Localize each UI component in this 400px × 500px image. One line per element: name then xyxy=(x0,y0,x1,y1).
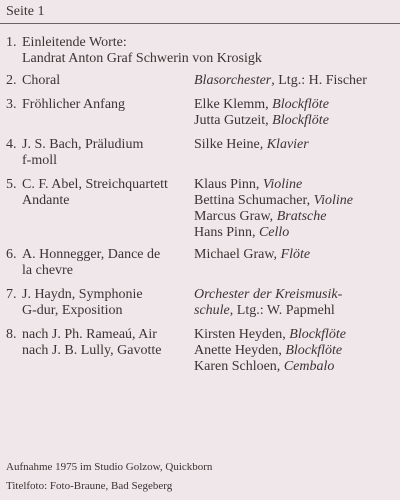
track-title xyxy=(22,137,212,169)
performer-list xyxy=(194,177,400,241)
ensemble-name: Blasorchester xyxy=(194,73,272,88)
performer-line xyxy=(194,359,400,375)
performer-name: Elke Klemm, xyxy=(194,97,273,112)
performer-instrument: Klavier xyxy=(266,137,309,152)
track-title-line: J. S. Bach, Präludium xyxy=(22,137,144,152)
performer-line xyxy=(194,137,400,153)
performer-line xyxy=(194,73,400,89)
track-title xyxy=(22,35,262,67)
track-number: 1. xyxy=(6,35,17,50)
performer-list xyxy=(194,327,400,375)
performer-instrument: Flöte xyxy=(280,247,311,262)
performer-instrument: Cello xyxy=(258,225,290,240)
performer-line xyxy=(194,303,400,319)
conductor-credit: , Ltg.: H. Fischer xyxy=(271,73,367,88)
track-title xyxy=(22,327,212,359)
performer-line xyxy=(194,343,400,359)
track-number: 7. xyxy=(6,287,17,302)
performer-name: Bettina Schumacher, xyxy=(194,193,314,208)
photo-credit: Titelfoto: Foto-Braune, Bad Segeberg xyxy=(6,480,173,492)
track-title xyxy=(22,287,212,319)
performer-instrument: Violine xyxy=(262,177,303,192)
track-number: 6. xyxy=(6,247,17,262)
performer-instrument: Violine xyxy=(313,193,353,208)
performer-line xyxy=(194,97,400,113)
track-title-line: G-dur, Exposition xyxy=(22,303,123,318)
ensemble-name: Orchester der Kreismusik- xyxy=(194,287,343,302)
performer-line xyxy=(194,209,400,225)
track-title-line: A. Honnegger, Dance de xyxy=(22,247,161,262)
ensemble-name: schule xyxy=(194,303,230,318)
performer-line xyxy=(194,225,400,241)
performer-line xyxy=(194,113,400,129)
track-title-line: Landrat Anton Graf Schwerin von Krosigk xyxy=(22,51,262,66)
performer-list xyxy=(194,137,400,153)
performer-instrument: Bratsche xyxy=(276,209,327,224)
track-title-line: Andante xyxy=(22,193,70,208)
performer-line xyxy=(194,287,400,303)
performer-line xyxy=(194,247,400,263)
performer-instrument: Blockflöte xyxy=(285,343,343,358)
track-number: 3. xyxy=(6,97,17,112)
performer-name: Klaus Pinn, xyxy=(194,177,263,192)
performer-instrument: Blockflöte xyxy=(272,113,329,128)
recording-credit: Aufnahme 1975 im Studio Golzow, Quickborn xyxy=(6,461,213,473)
performer-list xyxy=(194,73,400,89)
track-title xyxy=(22,73,212,89)
side-title: Seite 1 xyxy=(6,4,45,19)
performer-line xyxy=(194,327,400,343)
performer-name: Hans Pinn, xyxy=(194,225,259,240)
track-title-line: nach J. Ph. Rameaú, Air xyxy=(22,327,157,342)
track-number: 4. xyxy=(6,137,17,152)
track-number: 5. xyxy=(6,177,17,192)
track-title xyxy=(22,177,212,209)
performer-list xyxy=(194,97,400,129)
track-number: 2. xyxy=(6,73,17,88)
performer-instrument: Cembalo xyxy=(283,359,335,374)
performer-name: Kirsten Heyden, xyxy=(194,327,290,342)
track-title xyxy=(22,247,212,279)
performer-instrument: Blockflöte xyxy=(289,327,347,342)
track-title-line: C. F. Abel, Streichquartett xyxy=(22,177,168,192)
conductor-credit: , Ltg.: W. Papmehl xyxy=(229,303,335,318)
track-title-line: la chevre xyxy=(22,263,73,278)
performer-name: Marcus Graw, xyxy=(194,209,277,224)
performer-instrument: Blockflöte xyxy=(272,97,329,112)
track-title-line: f-moll xyxy=(22,153,57,168)
performer-name: Anette Heyden, xyxy=(194,343,286,358)
performer-list xyxy=(194,287,400,319)
track-title-line: Choral xyxy=(22,73,61,88)
performer-line xyxy=(194,193,400,209)
performer-name: Michael Graw, xyxy=(194,247,281,262)
performer-name: Silke Heine, xyxy=(194,137,267,152)
performer-list xyxy=(194,247,400,263)
header-divider xyxy=(0,23,400,24)
track-number: 8. xyxy=(6,327,17,342)
track-title xyxy=(22,97,212,113)
track-title-line: nach J. B. Lully, Gavotte xyxy=(22,343,162,358)
track-title-line: Fröhlicher Anfang xyxy=(22,97,126,112)
track-title-line: Einleitende Worte: xyxy=(22,35,127,50)
performer-name: Karen Schloen, xyxy=(194,359,284,374)
performer-name: Jutta Gutzeit, xyxy=(194,113,273,128)
performer-line xyxy=(194,177,400,193)
track-title-line: J. Haydn, Symphonie xyxy=(22,287,143,302)
